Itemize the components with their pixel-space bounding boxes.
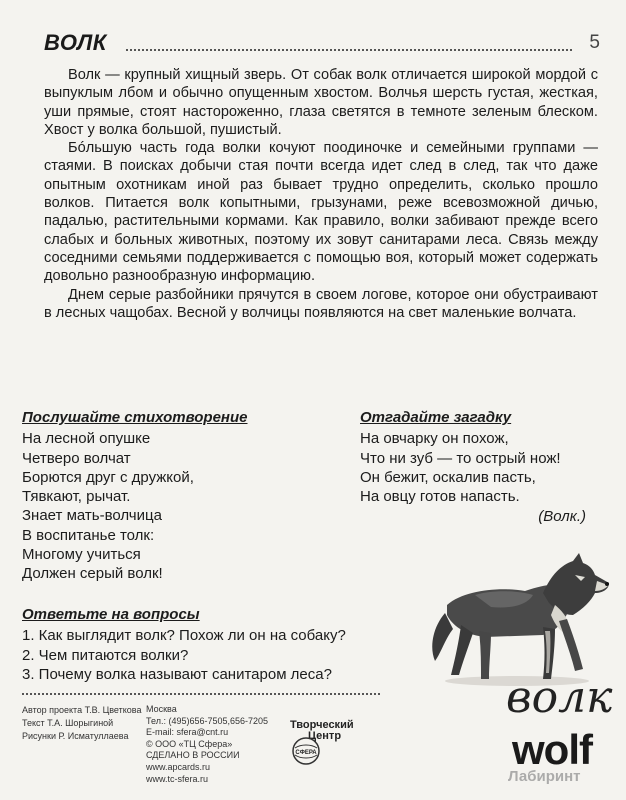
poem-line: Знает мать-волчица <box>22 507 162 525</box>
riddle-line: На овцу готов напасть. <box>360 488 520 506</box>
riddle-title: Отгадайте загадку <box>360 409 512 426</box>
page-number: 5 <box>589 32 600 53</box>
credit-line: Текст Т.А. Шорыгиной <box>22 718 114 728</box>
wolf-illustration <box>415 535 615 690</box>
logo-text: СФЕРА <box>295 750 317 756</box>
word-english: wolf <box>512 726 592 773</box>
page-header <box>44 30 600 58</box>
contact-line: www.tc-sfera.ru <box>146 773 209 784</box>
footer-dotted-line <box>22 693 380 695</box>
question-item: 1. Как выглядит волк? Похож ли он на собаку? <box>22 627 346 645</box>
question-item: 2. Чем питаются волки? <box>22 646 189 664</box>
poem-line: Борются друг с дружкой, <box>22 468 194 486</box>
paragraph: Бóльшую часть года волки кочуют поодиночке и семейными группами — стаями. В поисках добычи стая почти всегда идет след в след, так что даже опытным охотникам иной раз бывает трудно определить, сколько прошло волков. Питается волк копытными, грызунами, реже всевозможной дичью, падалью, растительными кормами. Как правило, волки забивают прежде всего слабых и больных животных, поэтому их зовут санитарами леса. Связь между соседними семьями поддерживается с помощью воя, который может содержать довольно разнообразную информацию. <box>44 140 598 285</box>
poem-line: Должен серый волк! <box>22 565 163 583</box>
contact-line: www.apcards.ru <box>146 761 211 772</box>
publisher-line: Центр <box>308 730 342 742</box>
questions-title: Ответьте на вопросы <box>22 606 200 623</box>
riddle-answer: (Волк.) <box>538 508 586 526</box>
watermark: Лабиринт <box>508 768 581 785</box>
poem-section <box>22 408 342 584</box>
poem-line: Многому учиться <box>22 546 141 564</box>
article-text <box>44 66 598 322</box>
header-dotted-line <box>126 49 572 51</box>
credit-line: Рисунки Р. Исматуллаева <box>22 731 129 741</box>
paragraph: Волк — крупный хищный зверь. От собак волк отличается широкой мордой с выпуклым лбом и обычно опущенным хвостом. Волчья шерсть густая, жесткая, уши прямые, стоят настороженно, глаза светятся в темноте зеленым блеском. Хвост у волка большой, пушистый. <box>44 67 598 138</box>
riddle-line: Что ни зуб — то острый нож! <box>360 449 561 467</box>
publisher-line: Творческий <box>290 719 354 731</box>
questions-section <box>22 605 422 684</box>
paragraph: Днем серые разбойники прячутся в своем логове, которое они обустраивают в лесных чащобах. Весной у волчицы появляются на свет маленькие волчата. <box>44 286 598 321</box>
poem-title: Послушайте стихотворение <box>22 409 248 426</box>
riddle-section <box>360 408 610 527</box>
riddle-line: Он бежит, оскалив пасть, <box>360 468 536 486</box>
contact-line: E-mail: sfera@cnt.ru <box>146 727 229 738</box>
publisher-logo-icon <box>291 736 321 766</box>
footer-credits <box>22 704 141 743</box>
wolf-icon <box>415 535 615 690</box>
contact-line: Москва <box>146 704 177 714</box>
poem-line: На лесной опушке <box>22 430 151 448</box>
contact-line: © ООО «ТЦ Сфера» <box>146 738 233 749</box>
poem-line: Четверо волчат <box>22 449 131 467</box>
word-russian: волк <box>506 672 613 723</box>
contact-line: СДЕЛАНО В РОССИИ <box>146 750 240 761</box>
credit-line: Автор проекта Т.В. Цветкова <box>22 705 142 715</box>
question-item: 3. Почему волка называют санитаром леса? <box>22 665 332 683</box>
riddle-line: На овчарку он похож, <box>360 430 509 448</box>
page-title: ВОЛК <box>44 30 107 55</box>
contact-line: Тел.: (495)656-7505,656-7205 <box>146 715 269 726</box>
poem-line: Тявкают, рычат. <box>22 488 131 506</box>
footer-contacts <box>146 704 268 785</box>
poem-line: В воспитанье толк: <box>22 526 155 544</box>
